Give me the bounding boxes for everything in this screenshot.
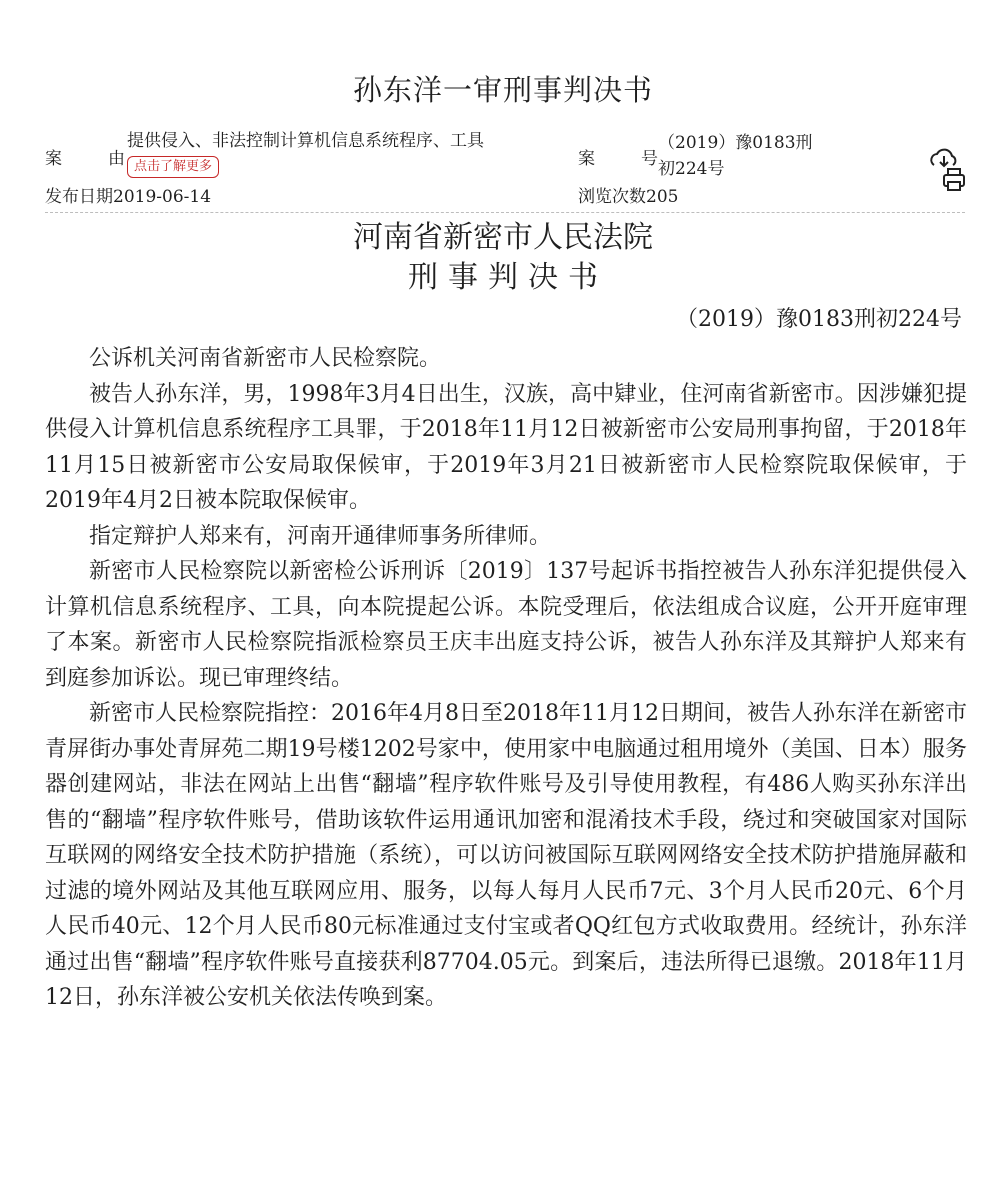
download-icon[interactable] (931, 150, 955, 166)
document-tools (928, 145, 968, 195)
paragraph-charges: 新密市人民检察院指控：2016年4月8日至2018年11月12日期间，被告人孙东洋在新密市青屏街办事处青屏苑二期19号楼1202号家中，使用家中电脑通过租用境外（美国、日本）服务器创建网站，非法在网站上出售“翻墙”程序软件账号及引导使用教程，有486人购买孙东洋出售的“翻墙”程序软件账号，借助该软件运用通讯加密和混淆技术手段，绕过和突破国家对国际互联网的网络安全技术防护措施（系统），可以访问被国际互联网网络安全技术防护措施屏蔽和过滤的境外网站及其他互联网应用、服务，以每人每月人民币7元、3个月人民币20元、6个月人民币40元、12个月人民币80元标准通过支付宝或者QQ红包方式收取费用。经统计，孙东洋通过出售“翻墙”程序软件账号直接获利87704.05元。到案后，违法所得已退缴。2018年11月12日，孙东洋被公安机关依法传唤到案。 (45, 701, 967, 1010)
judgment-title: 刑事判决书 (408, 260, 608, 295)
paragraph-procedure: 新密市人民检察院以新密检公诉刑诉〔2019〕137号起诉书指控被告人孙东洋犯提供侵入计算机信息系统程序、工具，向本院提起公诉。本院受理后，依法组成合议庭，公开开庭审理了本案。新密市人民检察院指派检察员王庆丰出庭支持公诉，被告人孙东洋及其辩护人郑来有到庭参加诉讼。现已审理终结。 (45, 559, 967, 691)
header-divider (45, 212, 965, 213)
case-number-value (658, 130, 838, 182)
cause-value: 提供侵入、非法控制计算机信息系统程序、工具 (127, 131, 484, 151)
case-number-value-line-2: 初224号 (658, 159, 725, 179)
cause-label-char-1: 案 (45, 149, 62, 169)
paragraph-prosecutor: 公诉机关河南省新密市人民检察院。 (89, 346, 442, 371)
case-number-value-line-1: （2019）豫0183刑 (658, 133, 813, 153)
view-count: 浏览次数205 (578, 187, 679, 207)
cause-label-char-2: 由 (108, 149, 125, 169)
paragraph-defendant: 被告人孙东洋，男，1998年3月4日出生，汉族，高中肄业，住河南省新密市。因涉嫌犯提供侵入计算机信息系统程序工具罪，于2018年11月12日被新密市公安局刑事拘留，于2018年11月15日被新密市公安局取保候审，于2019年3月21日被新密市人民检察院取保候审，于2019年4月2日被本院取保候审。 (45, 381, 967, 513)
publish-date: 发布日期2019-06-14 (45, 187, 212, 207)
case-number-label-char-1: 案 (578, 149, 595, 169)
court-name: 河南省新密市人民法院 (353, 220, 653, 255)
case-number: （2019）豫0183刑初224号 (676, 307, 962, 332)
learn-more-button[interactable]: 点击了解更多 (127, 156, 219, 178)
print-icon[interactable] (944, 169, 964, 190)
case-number-label-char-2: 号 (641, 149, 658, 169)
paragraph-defender: 指定辩护人郑来有，河南开通律师事务所律师。 (89, 523, 552, 549)
document-title: 孙东洋一审刑事判决书 (352, 73, 653, 107)
case-number-label (578, 148, 658, 170)
cause-label (45, 148, 125, 170)
judgment-body (45, 341, 967, 1016)
